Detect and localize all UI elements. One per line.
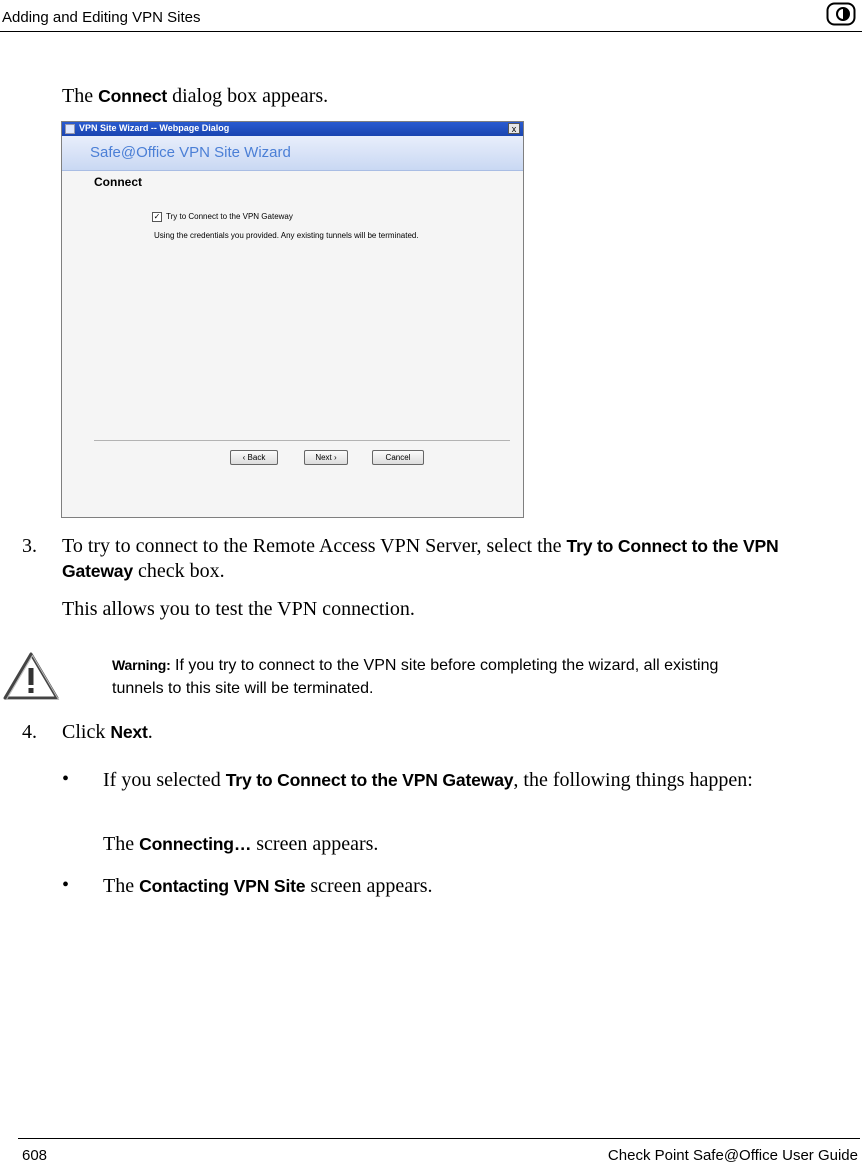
dialog-banner xyxy=(62,136,523,171)
bullet-1-mark: • xyxy=(62,768,70,790)
page-number: 608 xyxy=(22,1147,48,1164)
warning-body: If you try to connect to the VPN site before completing the wizard, all existing tunnels to this site will be terminated. xyxy=(112,657,719,697)
dialog-separator xyxy=(94,440,510,441)
try-connect-checkbox-label: Try to Connect to the VPN Gateway xyxy=(166,212,293,221)
subline-strong: Connecting… xyxy=(139,834,252,854)
connect-dialog-screenshot xyxy=(61,121,524,518)
dialog-titlebar xyxy=(62,122,523,136)
step-3-text-a: To try to connect to the Remote Access VPN Server, select the xyxy=(62,535,567,557)
step-4-number: 4. xyxy=(22,721,37,743)
step-3-line2: This allows you to test the VPN connection. xyxy=(62,598,415,620)
guide-title: Check Point Safe@Office User Guide xyxy=(607,1147,858,1164)
header-title: Adding and Editing VPN Sites xyxy=(2,9,201,26)
safe-at-office-logo-icon xyxy=(826,2,856,26)
bullet-2-mark: • xyxy=(62,874,70,896)
bullet-1-text xyxy=(103,768,783,793)
warning-label: Warning: xyxy=(112,657,171,673)
bullet-1-a: If you selected xyxy=(103,769,226,791)
step-4-strong: Next xyxy=(110,722,148,742)
step-3-strong: Try to Connect to the VPN Gateway xyxy=(62,536,779,581)
dialog-close-button[interactable]: x xyxy=(508,123,520,134)
bullet-2-text xyxy=(103,874,433,899)
cancel-button[interactable]: Cancel xyxy=(372,450,424,465)
warning-text xyxy=(112,654,772,700)
dialog-window-icon xyxy=(65,124,75,134)
dialog-window-title: VPN Site Wizard -- Webpage Dialog xyxy=(79,123,230,133)
bullet-1-subline xyxy=(103,832,378,857)
dialog-note: Using the credentials you provided. Any existing tunnels will be terminated. xyxy=(154,231,419,240)
bullet-1-strong: Try to Connect to the VPN Gateway xyxy=(225,770,514,790)
step-4-text xyxy=(62,720,153,745)
step-4-click: Click xyxy=(62,721,111,743)
subline-suffix: screen appears. xyxy=(251,833,379,855)
back-button[interactable]: ‹ Back xyxy=(230,450,278,465)
page-footer xyxy=(18,1138,860,1164)
bullet-2-prefix: The xyxy=(103,875,140,897)
step-3-text-b: check box. xyxy=(132,560,225,582)
intro-strong: Connect xyxy=(98,86,168,106)
bullet-2-suffix: screen appears. xyxy=(305,875,433,897)
step-4-end: . xyxy=(147,721,153,743)
bullet-1-end: , the following things happen: xyxy=(513,769,753,791)
warning-triangle-icon xyxy=(2,650,60,702)
step-3-text xyxy=(62,534,792,584)
try-connect-checkbox[interactable]: ✓ xyxy=(153,212,161,221)
intro-prefix: The xyxy=(62,85,99,107)
intro-suffix: dialog box appears. xyxy=(167,85,329,107)
dialog-banner-title: Safe@Office VPN Site Wizard xyxy=(90,144,291,161)
next-button[interactable]: Next › xyxy=(304,450,348,465)
subline-prefix: The xyxy=(103,833,140,855)
dialog-heading: Connect xyxy=(94,175,142,189)
page-header xyxy=(0,0,862,32)
step-3-number: 3. xyxy=(22,535,37,557)
intro-paragraph xyxy=(62,84,328,109)
bullet-2-strong: Contacting VPN Site xyxy=(139,876,306,896)
